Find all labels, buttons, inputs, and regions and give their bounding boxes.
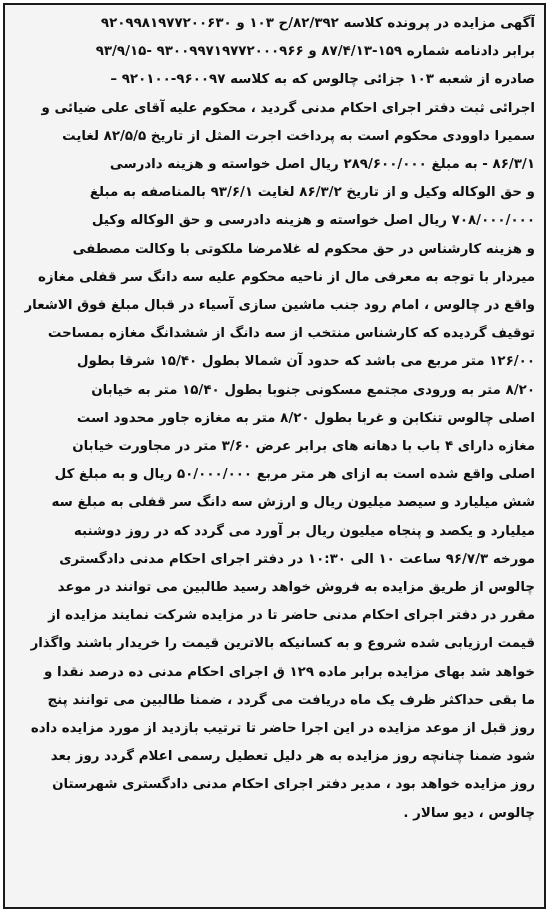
notice-line: آگهی مزایده در پرونده کلاسه ۸۲/۳۹۲/ح ۱۰۳ و ۹۲۰۹۹۸۱۹۷۷۲۰۰۶۳۰ <box>100 16 535 31</box>
notice-line: صادره از شعبه ۱۰۳ جزائی چالوس که به کلاسه ۹۶۰۰۹۷-۹۲۰۱۰۰ – <box>110 72 535 88</box>
notice-line: اجرائی ثبت دفتر اجرای احکام مدنی گردید ، محکوم علیه آقای علی ضیائی و <box>41 100 535 116</box>
notice-line: شش میلیارد و سیصد میلیون ریال و ارزش سه دانگ سر قفلی به مبلغ سه <box>51 495 535 511</box>
notice-line: چالوس ، دیو سالار . <box>403 805 535 821</box>
notice-line: مغازه دارای ۴ باب با دهانه های برابر عرض ۳/۶۰ متر در مجاورت خیابان <box>72 439 535 455</box>
auction-notice-text <box>15 10 535 901</box>
notice-line: روز قبل از موعد مزایده در این اجرا حاضر تا ترتیب بازدید از مورد مزایده داده <box>30 721 535 737</box>
notice-line: مورخه ۹۶/۷/۳ ساعت ۱۰ الی ۱۰:۳۰ در دفتر اجرای احکام مدنی دادگستری <box>59 551 535 567</box>
notice-line: سمیرا داوودی محکوم است به پرداخت اجرت المثل از تاریخ ۸۲/۵/۵ لغایت <box>62 128 535 144</box>
notice-line: میردار با توجه به معرفی مال از ناحیه محکوم علیه سه دانگ سر قفلی مغازه <box>38 269 535 285</box>
notice-line: مقرر در دفتر اجرای احکام مدنی حاضر تا در مزایده شرکت نمایند مزایده از <box>48 608 535 624</box>
notice-line: روز مزایده خواهد بود ، مدیر دفتر اجرای احکام مدنی دادگستری شهرستان <box>52 777 535 793</box>
notice-line: اصلی واقع شده است به ازای هر متر مربع ۵۰/۰۰۰/۰۰۰ ریال و به مبلغ کل <box>54 467 535 483</box>
notice-frame <box>3 3 546 909</box>
notice-line: توقیف گردیده که کارشناس منتخب از سه دانگ از ششدانگ مغازه بمساحت <box>47 326 535 342</box>
notice-line: ما بقی حداکثر ظرف یک ماه دریافت می گردد ، ضمنا طالبین می توانند پنج <box>47 692 535 708</box>
notice-line: میلیارد و یکصد و پنجاه میلیون ریال بر آورد می گردد که در روز دوشنبه <box>73 523 535 539</box>
notice-line: قیمت ارزیابی شده شروع و به کسانیکه بالاترین قیمت را خریدار باشند واگذار <box>30 636 535 652</box>
notice-line: ۸/۲۰ متر به ورودی مجتمع مسکونی جنوبا بطول ۱۵/۴۰ متر به خیابان <box>91 382 535 398</box>
notice-line: شود ضمنا چنانچه روز مزایده به هر دلیل تعطیل رسمی اعلام گردد روز بعد <box>50 749 535 765</box>
notice-line: ۷۰۸/۰۰۰/۰۰۰ ریال اصل خواسته و هزینه دادرسی و حق الوکاله وکیل <box>91 213 535 229</box>
notice-line: ۱۲۶/۰۰ متر مربع می باشد که حدود آن شمالا بطول ۱۵/۴۰ شرقا بطول <box>76 354 535 370</box>
notice-line: واقع در چالوس ، امام رود جنب ماشین سازی آسیاء در قبال مبلغ فوق الاشعار <box>24 298 535 314</box>
notice-line: ۸۶/۳/۱ - به مبلغ ۲۸۹/۶۰۰/۰۰۰ ریال اصل خواسته و هزینه دادرسی <box>109 157 535 173</box>
notice-line: اصلی چالوس تنکابن و غربا بطول ۸/۲۰ متر به مغازه جاور محدود است <box>76 410 535 426</box>
notice-line: برابر دادنامه شماره ۱۵۹-۸۷/۴/۱۳ و ۹۳۰۰۹۹۷۱۹۷۷۲۰۰۰۹۶۶ -۹۳/۹/۱۵ <box>95 44 535 60</box>
notice-line: و حق الوکاله وکیل و از تاریخ ۸۶/۳/۲ لغایت ۹۳/۶/۱ بالمناصفه به مبلغ <box>89 185 535 201</box>
notice-line: و هزینه کارشناس در حق محکوم له غلامرضا ملکوتی با وکالت مصطفی <box>72 241 535 257</box>
notice-line: خواهد شد بهای مزایده برابر ماده ۱۲۹ ق اجرای احکام مدنی ده درصد نقدا و <box>43 664 535 680</box>
notice-line: چالوس از طریق مزایده به فروش خواهد رسید طالبین می توانند در موعد <box>57 580 535 596</box>
